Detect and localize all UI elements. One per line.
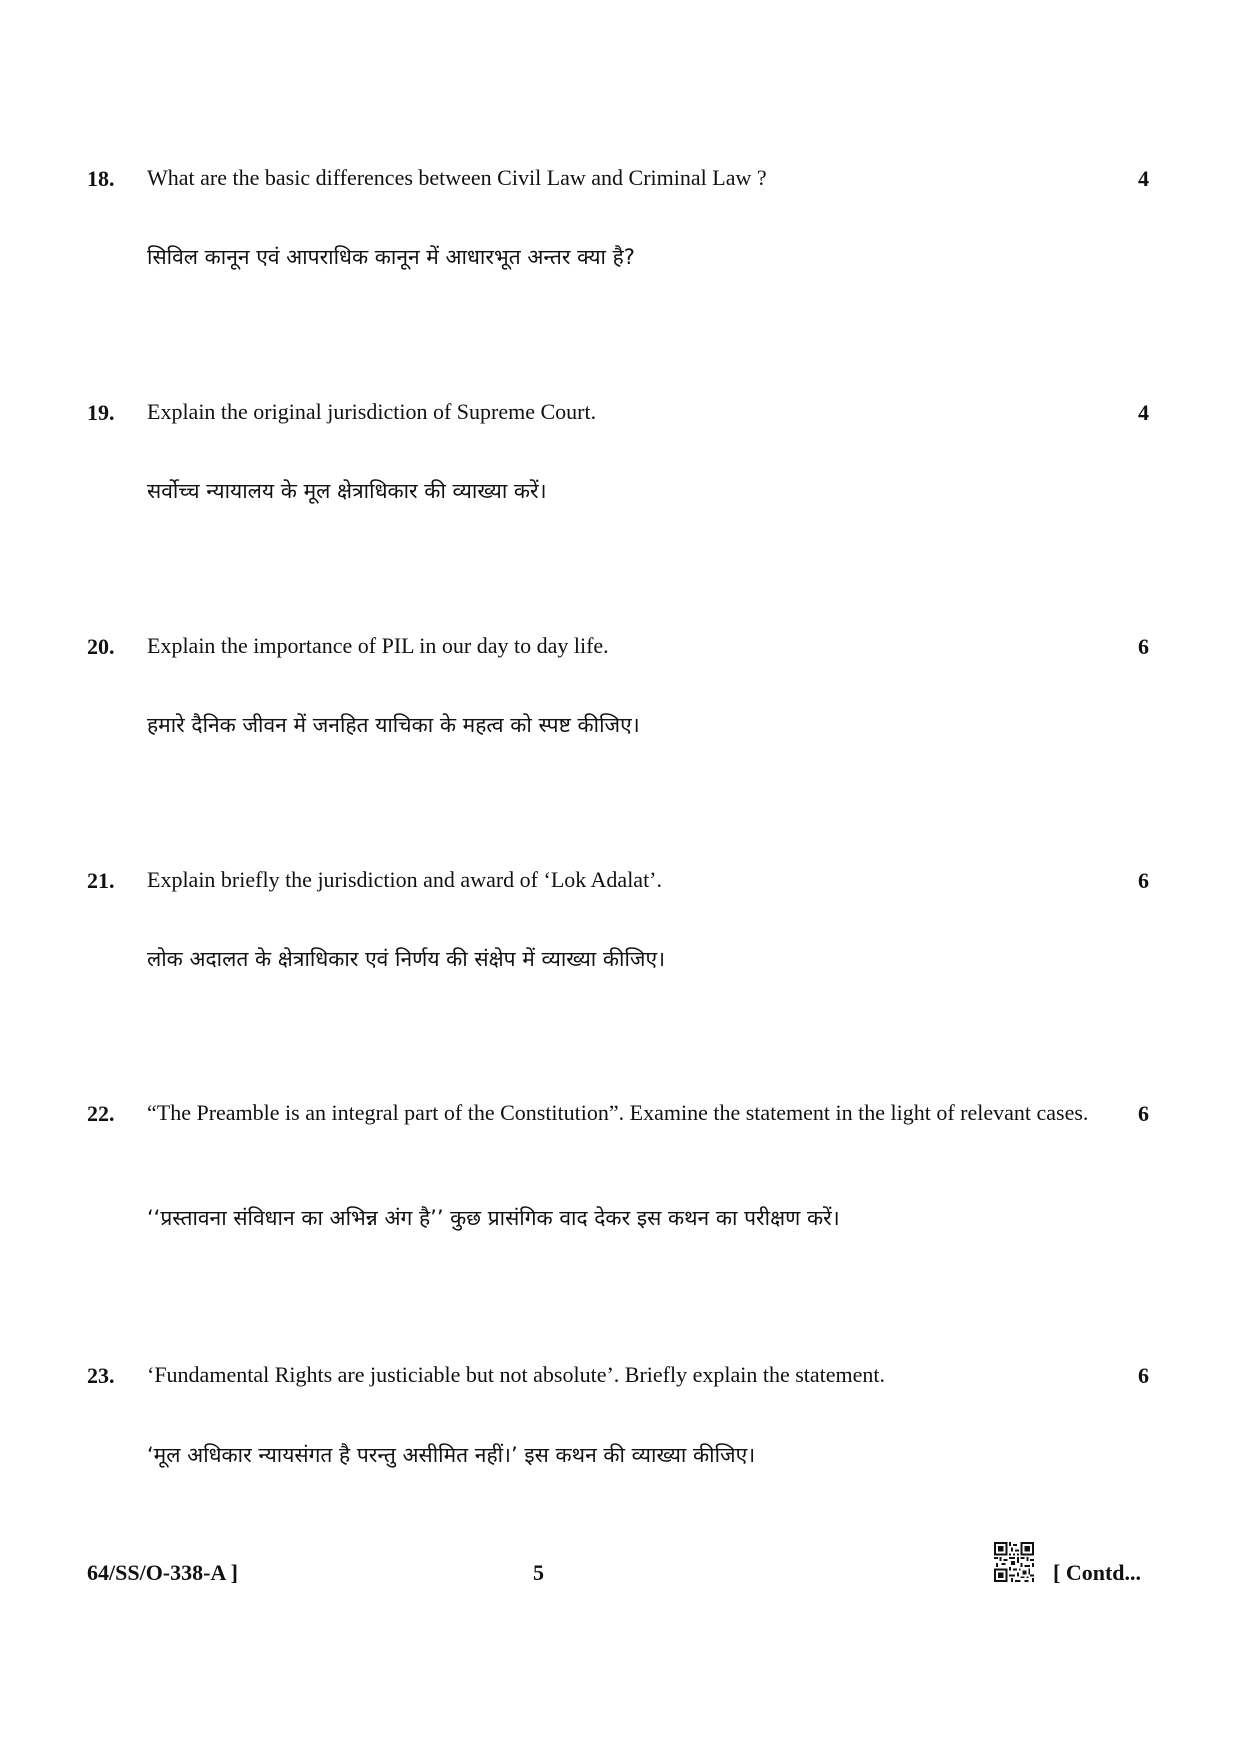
question-number: 18. [87, 166, 115, 191]
page-number: 5 [533, 1560, 544, 1585]
question-20-text-hindi: हमारे दैनिक जीवन में जनहित याचिका के महत्व को स्पष्ट कीजिए। [147, 713, 640, 737]
question-number: 22. [87, 1101, 115, 1126]
question-text-english: “The Preamble is an integral part of the Constitution”. Examine the statement in the light of relevant cases. [147, 1100, 1089, 1125]
question-21-text-hindi: लोक अदालत के क्षेत्राधिकार एवं निर्णय की संक्षेप में व्याख्या कीजिए। [147, 947, 666, 971]
question-marks: 6 [1138, 634, 1149, 659]
question-marks: 6 [1138, 1363, 1149, 1388]
question-text-english: Explain briefly the jurisdiction and award of ‘Lok Adalat’. [147, 867, 663, 892]
question-number: 20. [87, 634, 115, 659]
continued-label: [ Contd... [1053, 1560, 1142, 1585]
paper-code: 64/SS/O-338-A ] [87, 1560, 238, 1585]
question-text-english: ‘Fundamental Rights are justiciable but not absolute’. Briefly explain the statement. [147, 1362, 886, 1387]
question-19-text-hindi: सर्वोच्च न्यायालय के मूल क्षेत्राधिकार की व्याख्या करें। [147, 479, 547, 503]
question-text-english: Explain the importance of PIL in our day to day life. [147, 633, 609, 658]
question-23-text-hindi: ‘मूल अधिकार न्यायसंगत है परन्तु असीमित नहीं।’ इस कथन की व्याख्या कीजिए। [147, 1443, 756, 1467]
question-22-text-hindi: ‘‘प्रस्तावना संविधान का अभिन्न अंग है’’ कुछ प्रासंगिक वाद देकर इस कथन का परीक्षण करें। [147, 1206, 840, 1230]
question-marks: 6 [1138, 868, 1149, 893]
question-number: 21. [87, 868, 115, 893]
question-text-english: Explain the original jurisdiction of Supreme Court. [147, 399, 597, 424]
qr-code-icon [994, 1542, 1034, 1582]
question-number: 23. [87, 1363, 115, 1388]
question-marks: 4 [1138, 400, 1149, 425]
question-number: 19. [87, 400, 115, 425]
question-marks: 4 [1138, 166, 1149, 191]
question-18-text-hindi: सिविल कानून एवं आपराधिक कानून में आधारभूत अन्तर क्या है? [147, 245, 635, 269]
question-text-english: What are the basic differences between Civil Law and Criminal Law ? [147, 165, 767, 190]
question-marks: 6 [1138, 1101, 1149, 1126]
